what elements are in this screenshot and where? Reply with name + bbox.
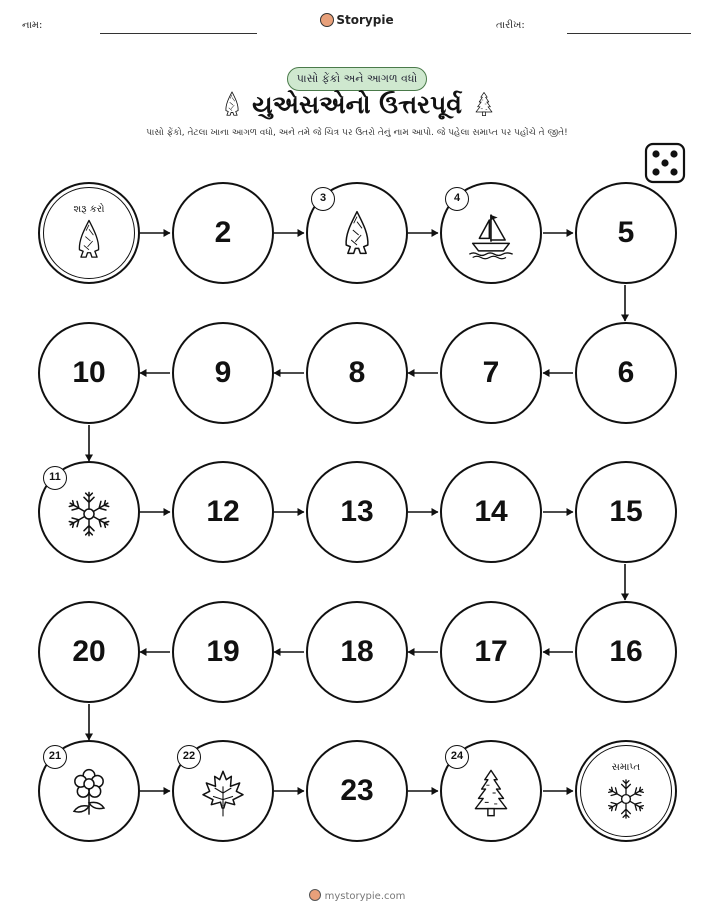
date-label: તારીખ: — [496, 20, 525, 31]
board-tile-21[interactable] — [38, 740, 140, 842]
start-label: શરૂ કરો — [73, 204, 105, 215]
tile-badge: 3 — [311, 187, 335, 211]
finish-tile[interactable] — [575, 740, 677, 842]
board-tile-16[interactable] — [575, 601, 677, 703]
tile-number: 12 — [206, 495, 240, 528]
tile-number: 5 — [617, 216, 635, 249]
tile-number: 10 — [72, 356, 106, 389]
board-tile-11[interactable] — [38, 461, 140, 563]
board-tile-14[interactable] — [440, 461, 542, 563]
tile-number: 14 — [474, 495, 508, 528]
tile-number: 15 — [609, 495, 643, 528]
tile-badge: 24 — [445, 745, 469, 769]
maple-leaf-icon — [198, 768, 248, 818]
name-label: નામ: — [22, 20, 43, 31]
board-tile-18[interactable] — [306, 601, 408, 703]
board-tile-8[interactable] — [306, 322, 408, 424]
tile-number: 9 — [214, 356, 232, 389]
tile-badge: 11 — [43, 466, 67, 490]
board-tile-12[interactable] — [172, 461, 274, 563]
tile-number: 6 — [617, 356, 635, 389]
brand-name: Storypie — [336, 13, 394, 27]
finish-label: સમાપ્ત — [611, 762, 641, 773]
flower-icon — [64, 768, 114, 818]
board-tile-5[interactable] — [575, 182, 677, 284]
tile-number: 20 — [72, 635, 106, 668]
arrowhead-icon — [67, 219, 111, 263]
board-tile-7[interactable] — [440, 322, 542, 424]
arrowhead-icon — [332, 210, 382, 260]
board-tile-19[interactable] — [172, 601, 274, 703]
tile-badge: 21 — [43, 745, 67, 769]
board-tile-20[interactable] — [38, 601, 140, 703]
tile-number: 19 — [206, 635, 240, 668]
snowflake-icon — [64, 489, 114, 539]
board-tile-22[interactable] — [172, 740, 274, 842]
board-tile-3[interactable] — [306, 182, 408, 284]
tile-number: 8 — [348, 356, 366, 389]
board-tile-6[interactable] — [575, 322, 677, 424]
tile-number: 7 — [482, 356, 500, 389]
start-tile[interactable] — [38, 182, 140, 284]
footer — [0, 889, 714, 902]
tile-number: 18 — [340, 635, 374, 668]
board-tile-2[interactable] — [172, 182, 274, 284]
board-tile-23[interactable] — [306, 740, 408, 842]
tile-number: 16 — [609, 635, 643, 668]
board-tile-15[interactable] — [575, 461, 677, 563]
instructions: પાસો ફેંકો, તેટલા ખાના આગળ વધો, અને તમે જે ચિત્ર પર ઉતરો તેનું નામ આપો. જે પહેલા સમાપ્ત પર પહોંચે તે જીતે! — [146, 128, 568, 138]
snowflake-icon — [604, 777, 648, 821]
sailboat-icon — [466, 210, 516, 260]
tile-number: 17 — [474, 635, 508, 668]
footer-site[interactable]: mystorypie.com — [324, 891, 406, 902]
tile-number: 23 — [340, 774, 374, 807]
board-tile-4[interactable] — [440, 182, 542, 284]
board-tile-10[interactable] — [38, 322, 140, 424]
board-tile-24[interactable] — [440, 740, 542, 842]
tile-number: 13 — [340, 495, 374, 528]
board-tile-9[interactable] — [172, 322, 274, 424]
tile-badge: 22 — [177, 745, 201, 769]
pine-tree-icon — [466, 768, 516, 818]
storypie-logo-icon — [309, 889, 321, 901]
tile-number: 2 — [214, 216, 232, 249]
game-pill: પાસો ફેંકો અને આગળ વધો — [287, 67, 427, 91]
tile-badge: 4 — [445, 187, 469, 211]
board-tile-17[interactable] — [440, 601, 542, 703]
page-title: યુએસએનો ઉત્તરપૂર્વ — [252, 90, 462, 119]
board-tile-13[interactable] — [306, 461, 408, 563]
